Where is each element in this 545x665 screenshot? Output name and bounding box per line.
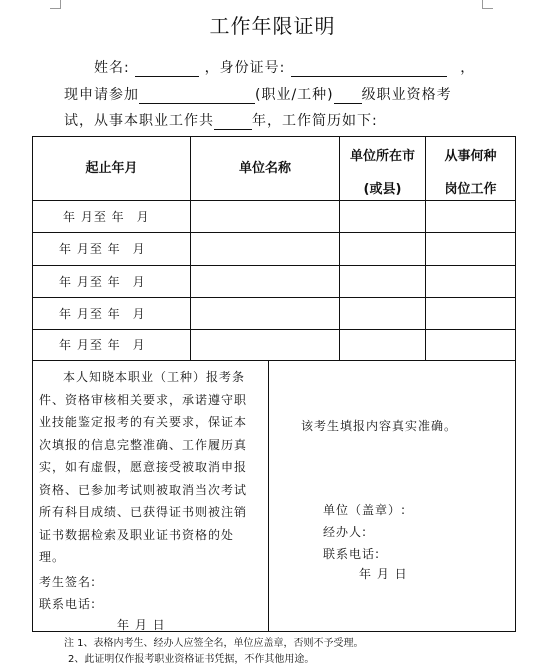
apply-prefix: 现申请参加	[64, 87, 139, 103]
verification-statement: 该考生填报内容真实准确。	[301, 419, 458, 433]
row-position[interactable]	[426, 298, 516, 330]
years-blank[interactable]	[214, 114, 252, 130]
name-label: 姓名:	[94, 60, 130, 76]
header-position: 从事何种 岗位工作	[426, 137, 516, 201]
note-line-2: 2、此证明仅作报考职业资格证书凭据，不作其他用途。	[68, 654, 315, 665]
work-history-table	[32, 136, 516, 632]
unit-phone-label: 联系电话:	[323, 547, 381, 561]
apply-level: 级职业资格考	[361, 87, 452, 103]
declaration-text: 本人知晓本职业（工种）报考条 件、资格审核相关要求，承诺遵守职 业技能鉴定报考的有关要求，保证本 次填报的信息完整准确、工作履历真 实，如有虚假，愿意接受被取消申报 资格、已参加考试则被取消当次考试 所有科目成绩、已获得证书则被注销 证书数据检索及职业证书资格的处 理。	[39, 370, 248, 564]
row-period: 年 月至 年 月	[33, 266, 191, 298]
row-position[interactable]	[426, 266, 516, 298]
row-period: 年 月至 年 月	[33, 330, 191, 361]
work-prefix: 试，从事本职业工作共	[64, 113, 214, 129]
row-location[interactable]	[340, 330, 426, 361]
handler-label: 经办人:	[323, 525, 368, 539]
id-blank[interactable]	[291, 61, 447, 77]
occupation-blank[interactable]	[139, 88, 255, 104]
corner-mark-left	[50, 0, 61, 9]
row-employer[interactable]	[191, 201, 340, 233]
trailing-comma: ，	[460, 60, 476, 76]
apply-occupation: (职业/工种)	[255, 87, 334, 103]
row-position[interactable]	[426, 233, 516, 266]
corner-mark-right	[482, 0, 493, 9]
name-blank[interactable]	[135, 61, 199, 77]
employer-verification	[269, 361, 516, 632]
row-period: 年 月至 年 月	[33, 233, 191, 266]
row-position[interactable]	[426, 330, 516, 361]
row-location[interactable]	[340, 266, 426, 298]
row-position[interactable]	[426, 201, 516, 233]
row-period: 年 月至 年 月	[33, 201, 191, 233]
row-location[interactable]	[340, 233, 426, 266]
applicant-phone-label: 联系电话:	[39, 597, 97, 611]
applicant-date: 年 月 日	[117, 618, 166, 632]
row-location[interactable]	[340, 201, 426, 233]
name-line	[94, 57, 475, 77]
row-employer[interactable]	[191, 233, 340, 266]
signature-label: 考生签名:	[39, 575, 97, 589]
row-location[interactable]	[340, 298, 426, 330]
work-line	[64, 110, 378, 130]
header-period: 起止年月	[33, 137, 191, 201]
apply-line	[64, 84, 452, 104]
id-label: ，身份证号:	[204, 60, 286, 76]
row-employer[interactable]	[191, 266, 340, 298]
verification-date: 年 月 日	[359, 567, 408, 581]
note-line-1: 注 1、表格内考生、经办人应签全名，单位应盖章，否则不予受理。	[64, 638, 364, 649]
page-title: 工作年限证明	[209, 14, 336, 38]
row-employer[interactable]	[191, 330, 340, 361]
row-period: 年 月至 年 月	[33, 298, 191, 330]
applicant-declaration	[33, 361, 269, 632]
unit-seal-label: 单位（盖章）:	[323, 503, 407, 517]
header-location: 单位所在市 (或县)	[340, 137, 426, 201]
row-employer[interactable]	[191, 298, 340, 330]
work-suffix: 年，工作简历如下:	[252, 113, 378, 129]
level-blank[interactable]	[334, 88, 362, 104]
header-employer: 单位名称	[191, 137, 340, 201]
